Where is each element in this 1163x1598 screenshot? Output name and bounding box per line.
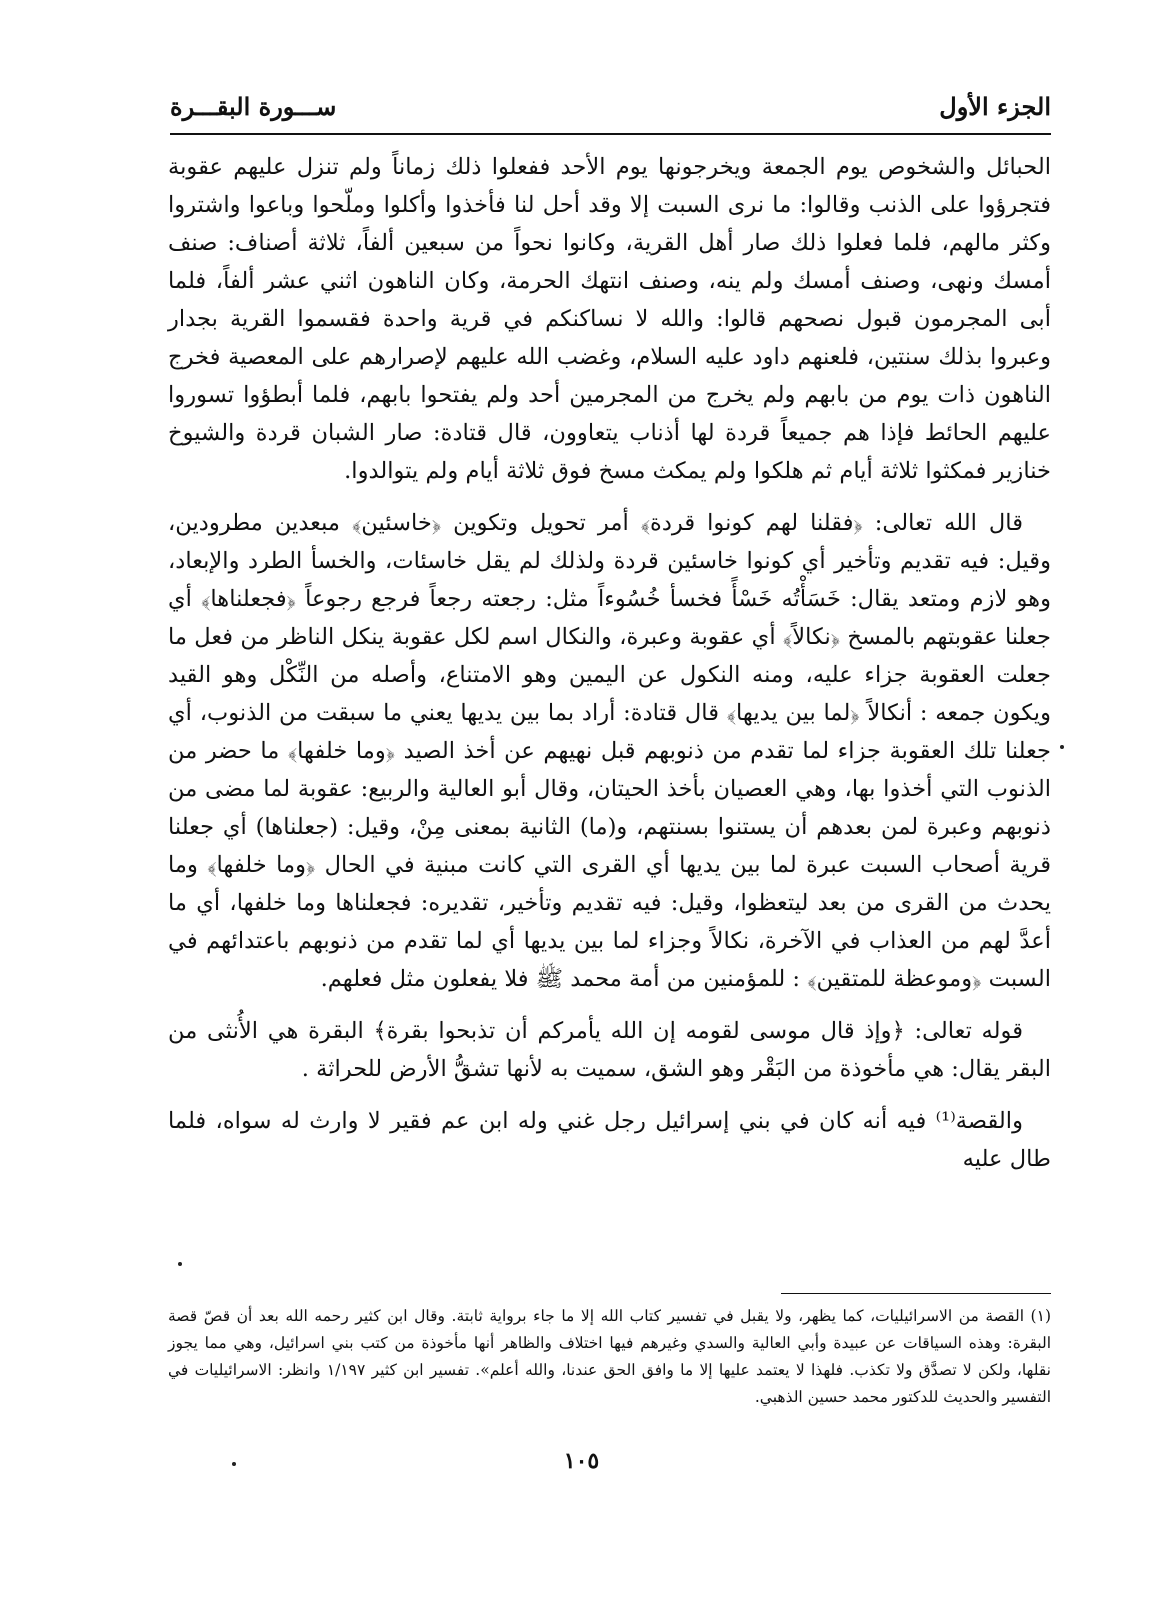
- scan-speck: [1060, 745, 1064, 749]
- part-title: الجزء الأول: [939, 92, 1051, 121]
- footnote-divider: [781, 1293, 1051, 1294]
- paragraph: قال الله تعالى: ﴿فقلنا لهم كونوا قردة﴾ أمر تحويل وتكوين ﴿خاسئين﴾ مبعدين مطرودين، وقيل: فيه تقديم وتأخير أي كونوا خاسئين قردة ولذلك لم يقل خاسئات، والخسأ الطرد والإبعاد، وهو لازم ومتعد يقال: خَسَأْتُه خَسْأً فخسأ خُسُوءاً مثل: رجعته رجعاً فرجع رجوعاً ﴿فجعلناها﴾ أي جعلنا عقوبتهم بالمسخ ﴿نكالاً﴾ أي عقوبة وعبرة، والنكال اسم لكل عقوبة ينكل الناظر من فعل ما جعلت العقوبة جزاء عليه، ومنه النكول عن اليمين وهو الامتناع، وأصله من النِّكْل وهو القيد ويكون جمعه : أنكالاً ﴿لما بين يديها﴾ قال قتادة: أراد بما بين يديها يعني ما سبقت من الذنوب، أي جعلنا تلك العقوبة جزاء لما تقدم من ذنوبهم قبل نهيهم عن أخذ الصيد ﴿وما خلفها﴾ ما حضر من الذنوب التي أخذوا بها، وهي العصيان بأخذ الحيتان، وقال أبو العالية والربيع: عقوبة لما مضى من ذنوبهم وعبرة لمن بعدهم أن يستنوا بسنتهم، و(ما) الثانية بمعنى مِنْ، وقيل: (جعلناها) أي جعلنا قرية أصحاب السبت عبرة لما بين يديها أي القرى التي كانت مبنية في الحال ﴿وما خلفها﴾ وما يحدث من القرى من بعد ليتعظوا، وقيل: فيه تقديم وتأخير، تقديره: فجعلناها وما خلفها، أي ما أعدَّ لهم من العذاب في الآخرة، نكالاً وجزاء لما بين يديها أي لما تقدم من ذنوبهم باعتدائهم في السبت ﴿وموعظة للمتقين﴾ : للمؤمنين من أمة محمد ﷺ فلا يفعلون مثل فعلهم.: [168, 510, 1051, 992]
- footnote-text: (١) القصة من الاسرائيليات، كما يظهر، ولا يقبل في تفسير كتاب الله إلا ما جاء برواية ثابتة. وقال ابن كثير رحمه الله بعد أن قصّ قصة البقرة: وهذه السياقات عن عبيدة وأبي العالية والسدي وغيرهم فيها اختلاف والظاهر أنها مأخوذة من كتب بني اسرائيل، وهي مما يجوز نقلها، ولكن لا تصدَّق ولا تكذب. فلهذا لا يعتمد عليها إلا ما وافق الحق عندنا، والله أعلم». تفسير ابن كثير ١/١٩٧ وانظر: الاسرائيليات في التفسير والحديث للدكتور محمد حسين الذهبي.: [168, 1307, 1051, 1406]
- header-divider: [170, 133, 1051, 135]
- scan-speck: [232, 1462, 236, 1466]
- scan-speck: [178, 1262, 182, 1266]
- surah-title: ســـورة البقـــرة: [170, 92, 337, 121]
- paragraph: والقصة⁽¹⁾ فيه أنه كان في بني إسرائيل رجل غني وله ابن عم فقير لا وارث له سواه، فلما طال عليه: [168, 1108, 1051, 1172]
- page-number: ١٠٥: [563, 1448, 600, 1474]
- paragraph: قوله تعالى: ﴿وإذ قال موسى لقومه إن الله يأمركم أن تذبحوا بقرة﴾ البقرة هي الأُنثى من البقر يقال: هي مأخوذة من البَقْر وهو الشق، سميت به لأنها تشقُّ الأرض للحراثة .: [168, 1018, 1051, 1082]
- footnote: [168, 1303, 1051, 1411]
- paragraph: الحبائل والشخوص يوم الجمعة ويخرجونها يوم الأحد ففعلوا ذلك زماناً ولم تنزل عليهم عقوبة فتجرؤوا على الذنب وقالوا: ما نرى السبت إلا وقد أحل لنا فأخذوا وأكلوا وملّحوا وباعوا واشتروا وكثر مالهم، فلما فعلوا ذلك صار أهل القرية، وكانوا نحواً من سبعين ألفاً، ثلاثة أصناف: صنف أمسك ونهى، وصنف أمسك ولم ينه، وصنف انتهك الحرمة، وكان الناهون اثني عشر ألفاً، فلما أبى المجرمون قبول نصحهم قالوا: والله لا نساكنكم في قرية واحدة فقسموا القرية بجدار وعبروا بذلك سنتين، فلعنهم داود عليه السلام، وغضب الله عليهم لإصرارهم على المعصية فخرج الناهون ذات يوم من بابهم ولم يخرج من المجرمين أحد ولم يفتحوا بابهم، فلما أبطؤوا تسوروا عليهم الحائط فإذا هم جميعاً قردة لها أذناب يتعاوون، قال قتادة: صار الشبان قردة والشيوخ خنازير فمكثوا ثلاثة أيام ثم هلكوا ولم يمكث مسخ فوق ثلاثة أيام ولم يتوالدوا.: [168, 154, 1051, 484]
- main-text: [168, 148, 1051, 1192]
- running-header: [170, 92, 1051, 132]
